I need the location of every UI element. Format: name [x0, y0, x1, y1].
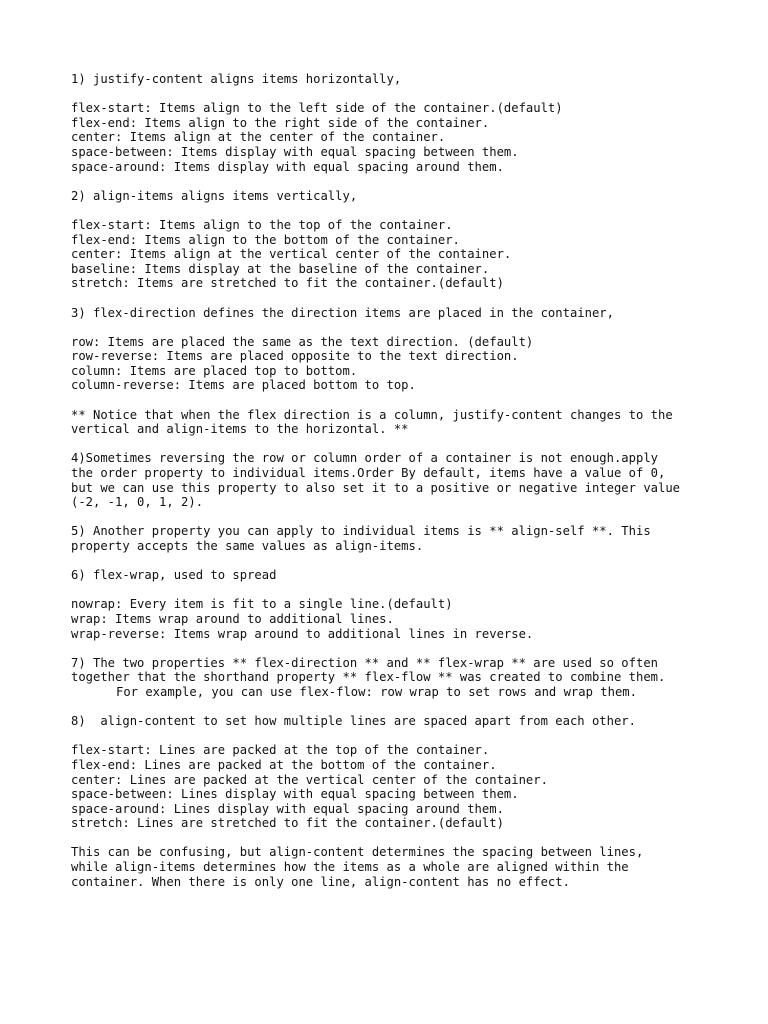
- value-line: nowrap: Every item is fit to a single line.(default): [71, 597, 453, 612]
- paragraph-line: while align-items determines how the items as a whole are aligned within the: [71, 860, 629, 875]
- align-self-paragraph: [71, 524, 751, 553]
- heading-line: 6) flex-wrap, used to spread: [71, 568, 277, 583]
- paragraph-line: vertical and align-items to the horizontal. **: [71, 422, 409, 437]
- value-line: row-reverse: Items are placed opposite to the text direction.: [71, 349, 519, 364]
- flex-direction-heading: [71, 306, 751, 321]
- paragraph-line: 7) The two properties ** flex-direction ** and ** flex-wrap ** are used so often: [71, 655, 658, 670]
- paragraph-line: together that the shorthand property ** flex-flow ** was created to combine them.: [71, 670, 666, 685]
- align-items-values: [71, 218, 751, 291]
- flex-wrap-heading: [71, 568, 751, 583]
- value-line: center: Items align at the vertical center of the container.: [71, 247, 512, 262]
- value-line: flex-end: Items align to the right side of the container.: [71, 115, 490, 130]
- paragraph-line: 5) Another property you can apply to individual items is ** align-self **. This: [71, 524, 651, 539]
- align-items-heading: [71, 189, 751, 204]
- notice-paragraph: [71, 408, 751, 437]
- paragraph-line: (-2, -1, 0, 1, 2).: [71, 495, 204, 510]
- order-paragraph: [71, 451, 751, 509]
- heading-line: 8) align-content to set how multiple lines are spaced apart from each other.: [71, 714, 636, 729]
- flex-direction-values: [71, 335, 751, 393]
- value-line: flex-start: Lines are packed at the top of the container.: [71, 743, 490, 758]
- paragraph-line: property accepts the same values as align-items.: [71, 539, 424, 553]
- value-line: center: Items align at the center of the container.: [71, 130, 446, 145]
- align-content-heading: [71, 714, 751, 729]
- paragraph-line: container. When there is only one line, align-content has no effect.: [71, 874, 570, 889]
- value-line: wrap-reverse: Items wrap around to additional lines in reverse.: [71, 626, 534, 641]
- value-line: flex-end: Lines are packed at the bottom of the container.: [71, 757, 497, 772]
- paragraph-line: the order property to individual items.Order By default, items have a value of 0,: [71, 466, 666, 481]
- justify-content-heading: [71, 72, 751, 87]
- value-line: space-between: Items display with equal spacing between them.: [71, 144, 519, 159]
- paragraph-line: ** Notice that when the flex direction is a column, justify-content changes to the: [71, 407, 673, 422]
- heading-line: 3) flex-direction defines the direction items are placed in the container,: [71, 305, 614, 320]
- value-line: wrap: Items wrap around to additional lines.: [71, 611, 394, 626]
- flex-flow-paragraph: [71, 656, 751, 700]
- paragraph-line: 4)Sometimes reversing the row or column order of a container is not enough.apply: [71, 451, 658, 466]
- value-line: row: Items are placed the same as the text direction. (default): [71, 334, 534, 349]
- value-line: space-around: Items display with equal spacing around them.: [71, 159, 504, 174]
- paragraph-line: but we can use this property to also set it to a positive or negative integer value: [71, 480, 681, 495]
- paragraph-line: This can be confusing, but align-content determines the spacing between lines,: [71, 845, 644, 860]
- value-line: flex-start: Items align to the top of the container.: [71, 217, 453, 232]
- document-page: [71, 72, 751, 904]
- value-line: space-between: Lines display with equal spacing between them.: [71, 787, 519, 802]
- value-line: stretch: Items are stretched to fit the container.(default): [71, 276, 504, 291]
- value-line: flex-start: Items align to the left side of the container.(default): [71, 101, 563, 116]
- value-line: stretch: Lines are stretched to fit the container.(default): [71, 816, 504, 831]
- flex-wrap-values: [71, 597, 751, 641]
- heading-line: 1) justify-content aligns items horizontally,: [71, 72, 402, 86]
- value-line: center: Lines are packed at the vertical center of the container.: [71, 772, 548, 787]
- justify-content-values: [71, 101, 751, 174]
- align-content-values: [71, 743, 751, 831]
- value-line: column-reverse: Items are placed bottom to top.: [71, 378, 416, 393]
- heading-line: 2) align-items aligns items vertically,: [71, 188, 358, 203]
- value-line: baseline: Items display at the baseline of the container.: [71, 261, 490, 276]
- value-line: flex-end: Items align to the bottom of the container.: [71, 232, 460, 247]
- value-line: space-around: Lines display with equal spacing around them.: [71, 801, 504, 816]
- example-line: For example, you can use flex-flow: row wrap to set rows and wrap them.: [116, 684, 637, 699]
- conclusion-paragraph: [71, 845, 751, 889]
- value-line: column: Items are placed top to bottom.: [71, 363, 358, 378]
